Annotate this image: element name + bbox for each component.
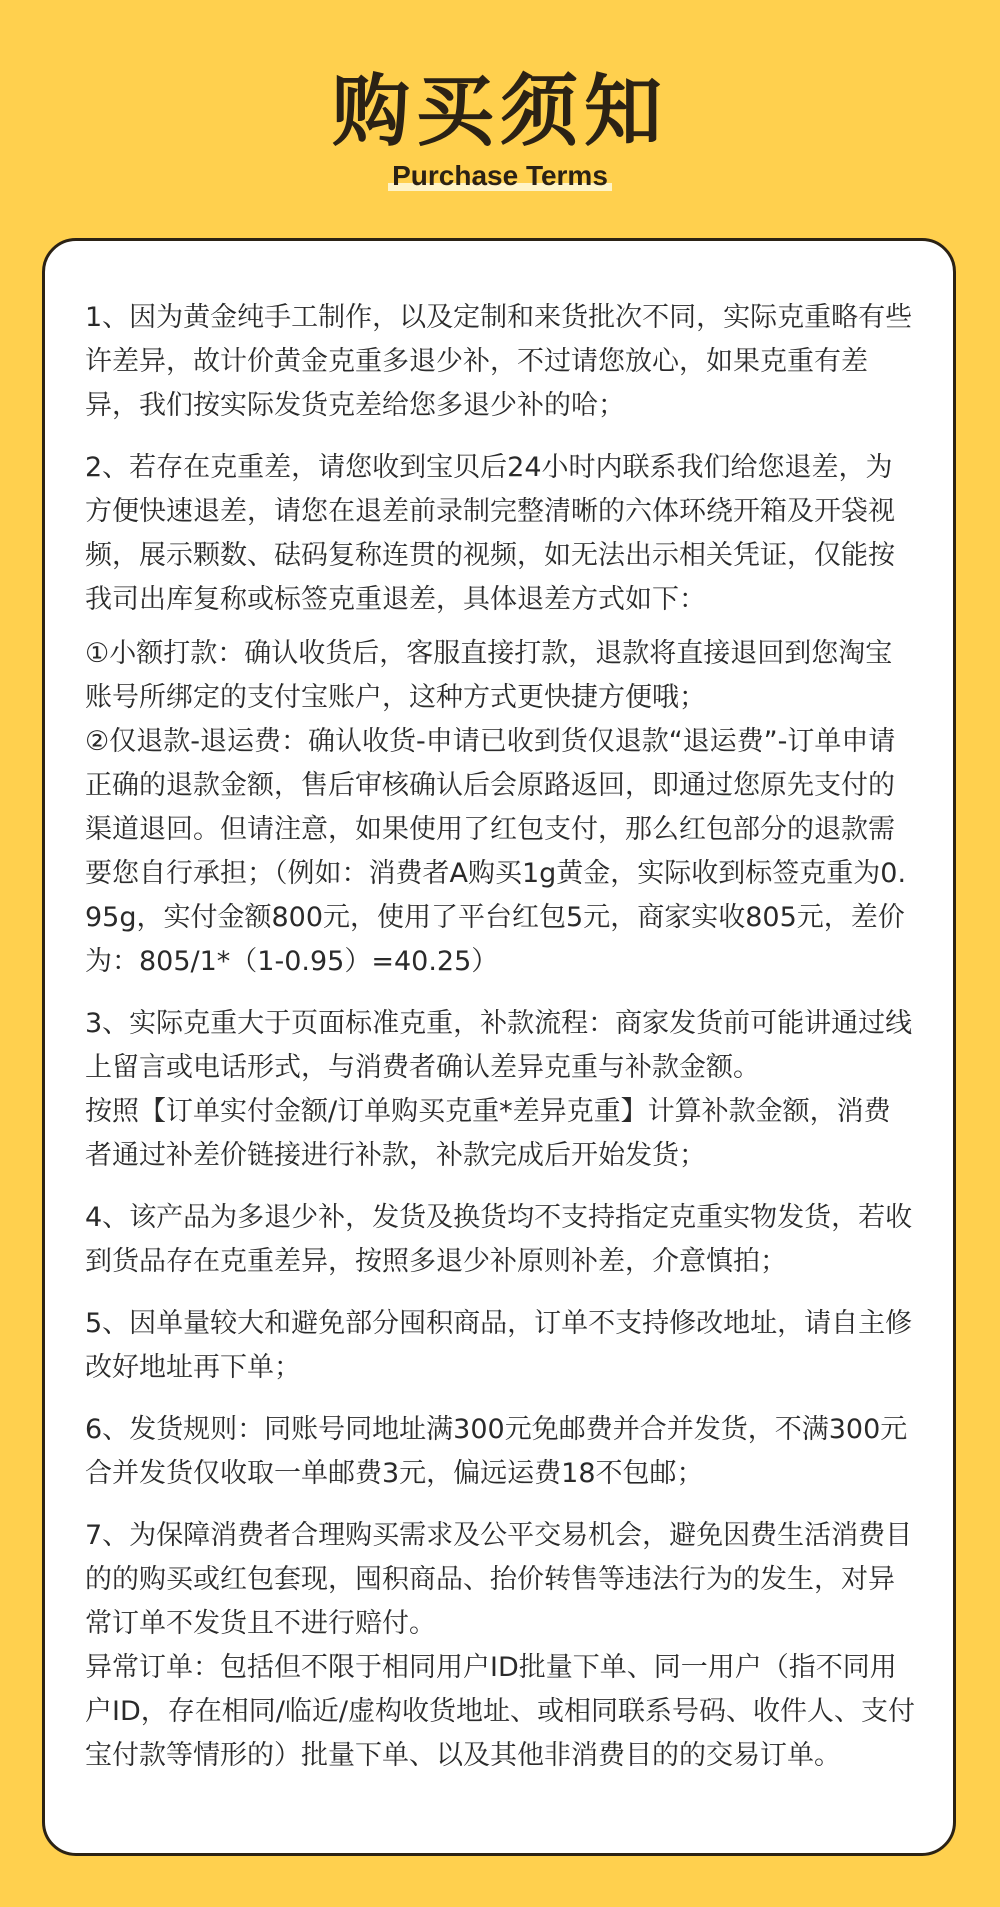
term-3-formula: 按照【订单实付金额/订单购买克重*差异克重】计算补款金额，消费者通过补差价链接进行补款，补款完成后开始发货； bbox=[85, 1096, 891, 1171]
term-3: 3、实际克重大于页面标准克重，补款流程：商家发货前可能讲通过线上留言或电话形式，与消费者确认差异克重与补款金额。 bbox=[85, 1008, 913, 1083]
page-title: 购买须知 bbox=[331, 67, 668, 157]
term-7: 7、为保障消费者合理购买需求及公平交易机会，避免因费生活消费目的的购买或红包套现，囤积商品、抬价转售等违法行为的发生，对异常订单不发货且不进行赔付。 bbox=[85, 1520, 913, 1639]
subtitle-wrapper bbox=[0, 158, 1000, 194]
term-7-abnormal-orders: 异常订单：包括但不限于相同用户ID批量下单、同一用户（指不同用户ID，存在相同/临近/虚构收货地址、或相同联系号码、收件人、支付宝付款等情形的）批量下单、以及其他非消费目的的交易订单。 bbox=[85, 1652, 915, 1771]
term-4: 4、该产品为多退少补，发货及换货均不支持指定克重实物发货，若收到货品存在克重差异，按照多退少补原则补差，介意慎拍； bbox=[85, 1202, 913, 1277]
term-2: 2、若存在克重差，请您收到宝贝后24小时内联系我们给您退差，为方便快速退差，请您在退差前录制完整清晰的六体环绕开箱及开袋视频，展示颗数、砝码复称连贯的视频，如无法出示相关凭证，仅能按我司出库复称或标签克重退差，具体退差方式如下： bbox=[85, 452, 895, 615]
term-1: 1、因为黄金纯手工制作，以及定制和来货批次不同，实际克重略有些许差异，故计价黄金克重多退少补，不过请您放心，如果克重有差异，我们按实际发货克差给您多退少补的哈； bbox=[85, 302, 913, 421]
term-2-option-2: ②仅退款-退运费：确认收货-申请已收到货仅退款“退运费”-订单申请正确的退款金额，售后审核确认后会原路返回，即通过您原先支付的渠道退回。但请注意，如果使用了红包支付，那么红包部分的退款需要您自行承担；（例如：消费者A购买1g黄金，实际收到标签克重为0.95g，实付金额800元，使用了平台红包5元，商家实收805元，差价为：805/1*（1-0.95）=40.25） bbox=[85, 726, 907, 977]
page-subtitle: Purchase Terms bbox=[388, 158, 612, 194]
term-5: 5、因单量较大和避免部分囤积商品，订单不支持修改地址，请自主修改好地址再下单； bbox=[85, 1308, 913, 1383]
term-2-option-1: ①小额打款：确认收货后，客服直接打款，退款将直接退回到您淘宝账号所绑定的支付宝账户，这种方式更快捷方便哦； bbox=[85, 638, 893, 713]
terms-content bbox=[85, 296, 915, 1778]
term-6: 6、发货规则：同账号同地址满300元免邮费并合并发货，不满300元合并发货仅收取一单邮费3元，偏远运费18不包邮； bbox=[85, 1414, 908, 1489]
